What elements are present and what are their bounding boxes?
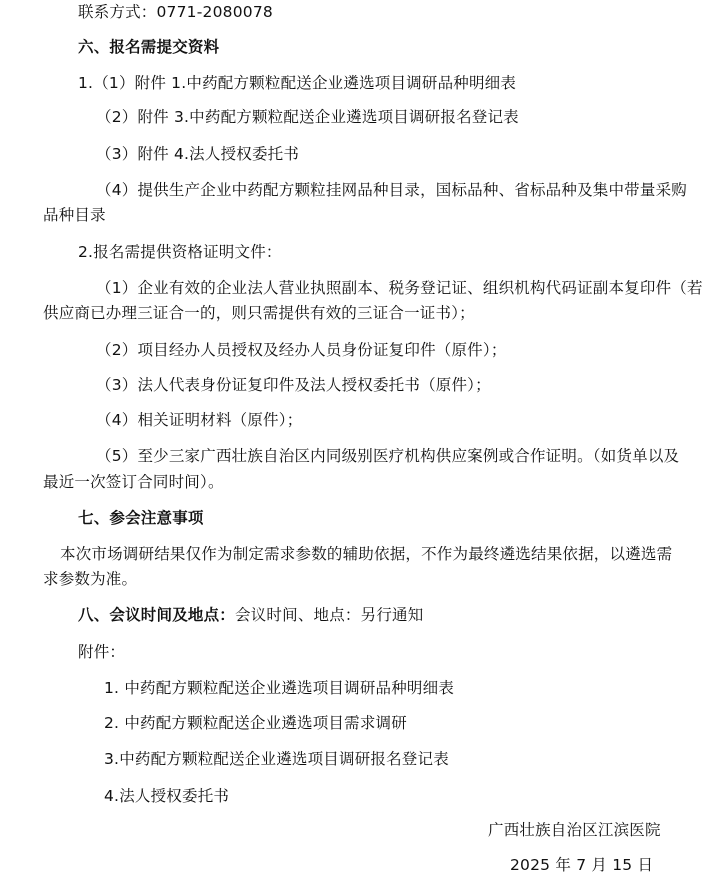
signature-date: 2025 年 7 月 15 日 xyxy=(510,856,654,874)
section-7-body-line2: 求参数为准。 xyxy=(43,570,138,588)
section-6-item-1d-line2: 品种目录 xyxy=(43,206,106,224)
section-6-item-2e-line2: 最近一次签订合同时间）。 xyxy=(43,473,224,491)
attachments-label: 附件： xyxy=(78,643,126,661)
attachment-item-3: 3.中药配方颗粒配送企业遴选项目调研报名登记表 xyxy=(104,750,449,768)
section-8-line xyxy=(78,605,423,625)
section-6-item-1b: （2）附件 3.中药配方颗粒配送企业遴选项目调研报名登记表 xyxy=(96,108,519,126)
section-6-item-2e-line1: （5）至少三家广西壮族自治区内同级别医疗机构供应案例或合作证明。（如货单以及 xyxy=(96,447,680,465)
contact-line: 联系方式：0771-2080078 xyxy=(78,3,273,21)
attachment-item-2: 2. 中药配方颗粒配送企业遴选项目需求调研 xyxy=(104,714,407,732)
signature-org: 广西壮族自治区江滨医院 xyxy=(488,821,661,839)
attachment-item-1: 1. 中药配方颗粒配送企业遴选项目调研品种明细表 xyxy=(104,679,455,697)
section-6-item-1c: （3）附件 4.法人授权委托书 xyxy=(96,145,300,163)
section-6-item-2-heading: 2.报名需提供资格证明文件： xyxy=(78,243,282,261)
section-6-item-1d-line1: （4）提供生产企业中药配方颗粒挂网品种目录，国标品种、省标品种及集中带量采购 xyxy=(96,181,687,199)
section-6-item-1a: 1.（1）附件 1.中药配方颗粒配送企业遴选项目调研品种明细表 xyxy=(78,74,517,92)
section-6-item-2a-line1: （1）企业有效的企业法人营业执照副本、税务登记证、组织机构代码证副本复印件（若 xyxy=(96,279,703,297)
section-6-item-2b: （2）项目经办人员授权及经办人员身份证复印件（原件）； xyxy=(96,341,507,359)
section-8-heading: 八、会议时间及地点： xyxy=(78,606,236,624)
section-8-detail: 会议时间、地点：另行通知 xyxy=(235,606,424,624)
section-6-item-2a-line2: 供应商已办理三证合一的，则只需提供有效的三证合一证书）； xyxy=(43,304,475,322)
section-6-heading: 六、报名需提交资料 xyxy=(78,38,220,56)
section-7-heading: 七、参会注意事项 xyxy=(78,509,204,527)
section-6-item-2d: （4）相关证明材料（原件）； xyxy=(96,411,303,429)
attachment-item-4: 4.法人授权委托书 xyxy=(104,787,230,805)
section-7-body-line1: 本次市场调研结果仅作为制定需求参数的辅助依据，不作为最终遴选结果依据，以遴选需 xyxy=(60,545,673,563)
section-6-item-2c: （3）法人代表身份证复印件及法人授权委托书（原件）； xyxy=(96,376,491,394)
